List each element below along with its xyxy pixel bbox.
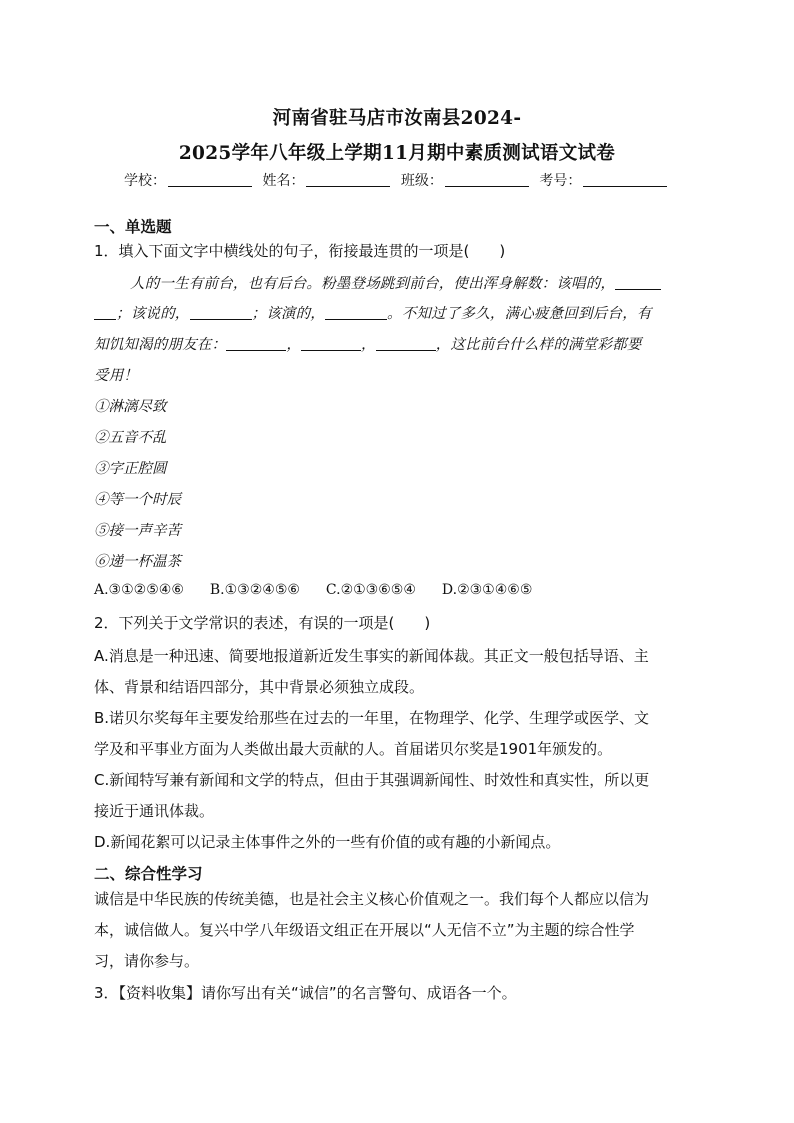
passage-text: ， <box>286 337 302 353</box>
q1-item-3: ③字正腔圆 <box>94 461 167 477</box>
q1-choice-a[interactable]: A.③①②⑤④⑥ <box>94 582 184 598</box>
q2-option-d-line1: D.新闻花絮可以记录主体事件之外的一些有价值的或有趣的小新闻点。 <box>94 833 561 851</box>
intro-line2: 本，诚信做人。复兴中学八年级语文组正在开展以“人无信不立”为主题的综合性学 <box>94 921 635 939</box>
q1-item-4: ④等一个时辰 <box>94 492 181 508</box>
answer-blank <box>301 336 361 351</box>
q1-passage-line4: 受用！ <box>94 368 139 384</box>
passage-text: 知饥知渴的朋友在： <box>94 337 227 353</box>
q1-stem: 1．填入下面文字中横线处的句子，衔接最连贯的一项是( ) <box>94 242 506 260</box>
passage-text: ，这比前台什么样的满堂彩都要 <box>435 337 642 353</box>
q2-option-a-line2: 体、背景和结语四部分，其中背景必须独立成段。 <box>94 678 425 696</box>
q2-option-a-line1: A.消息是一种迅速、简要地报道新近发生事实的新闻体裁。其正文一般包括导语、主 <box>94 647 649 665</box>
q1-item-5: ⑤接一声辛苦 <box>94 523 181 539</box>
class-blank <box>445 172 529 187</box>
q1-choice-d[interactable]: D.②③①④⑥⑤ <box>441 582 533 598</box>
q2-option-b-line1: B.诺贝尔奖每年主要发给那些在过去的一年里，在物理学、化学、生理学或医学、文 <box>94 709 650 727</box>
answer-blank <box>325 305 387 320</box>
answer-blank <box>376 336 436 351</box>
q1-choice-c[interactable]: C.②①③⑥⑤④ <box>325 582 416 598</box>
passage-text: 。不知过了多久，满心疲惫回到后台，有 <box>387 306 652 322</box>
student-info-row <box>124 170 673 190</box>
q1-item-2: ②五音不乱 <box>94 430 167 446</box>
exam-no-blank <box>583 172 667 187</box>
answer-blank <box>615 275 661 290</box>
q3-stem: 3．【资料收集】请你写出有关“诚信”的名言警句、成语各一个。 <box>94 984 517 1002</box>
school-blank <box>168 172 252 187</box>
class-label: 班级： <box>400 173 443 189</box>
exam-title-line1: 河南省驻马店市汝南县2024- <box>272 108 522 129</box>
q1-passage-line2 <box>94 302 704 323</box>
exam-title-line2: 2025学年八年级上学期11月期中素质测试语文试卷 <box>178 143 616 164</box>
answer-blank <box>94 305 116 320</box>
passage-text: ；该说的， <box>116 306 190 322</box>
q1-passage-line3 <box>94 333 704 354</box>
answer-blank <box>190 305 252 320</box>
intro-line3: 习，请你参与。 <box>94 952 200 970</box>
q2-option-c-line2: 接近于通讯体裁。 <box>94 802 215 820</box>
q1-choice-b[interactable]: B.①③②④⑤⑥ <box>209 582 300 598</box>
q1-item-6: ⑥递一杯温茶 <box>94 554 181 570</box>
q1-passage-line1 <box>130 272 704 293</box>
section2-heading: 二、综合性学习 <box>94 865 203 883</box>
passage-text: ， <box>361 337 376 353</box>
answer-blank <box>226 336 286 351</box>
q2-option-b-line2: 学及和平事业方面为人类做出最大贡献的人。首届诺贝尔奖是1901年颁发的。 <box>94 740 613 758</box>
passage-text: 人的一生有前台，也有后台。粉墨登场跳到前台，使出浑身解数：该唱的， <box>130 276 616 292</box>
q2-stem: 2．下列关于文学常识的表述，有误的一项是( ) <box>94 614 431 632</box>
school-label: 学校： <box>124 173 166 189</box>
name-label: 姓名： <box>262 173 305 189</box>
q1-choices <box>94 582 704 598</box>
section1-heading: 一、单选题 <box>94 218 172 236</box>
q2-option-c-line1: C.新闻特写兼有新闻和文学的特点，但由于其强调新闻性、时效性和真实性，所以更 <box>94 771 650 789</box>
intro-line1: 诚信是中华民族的传统美德，也是社会主义核心价值观之一。我们每个人都应以信为 <box>94 890 650 908</box>
name-blank <box>306 172 390 187</box>
passage-text: ；该演的， <box>251 306 325 322</box>
q1-item-1: ①淋漓尽致 <box>94 399 167 415</box>
exam-no-label: 考号： <box>539 173 582 189</box>
